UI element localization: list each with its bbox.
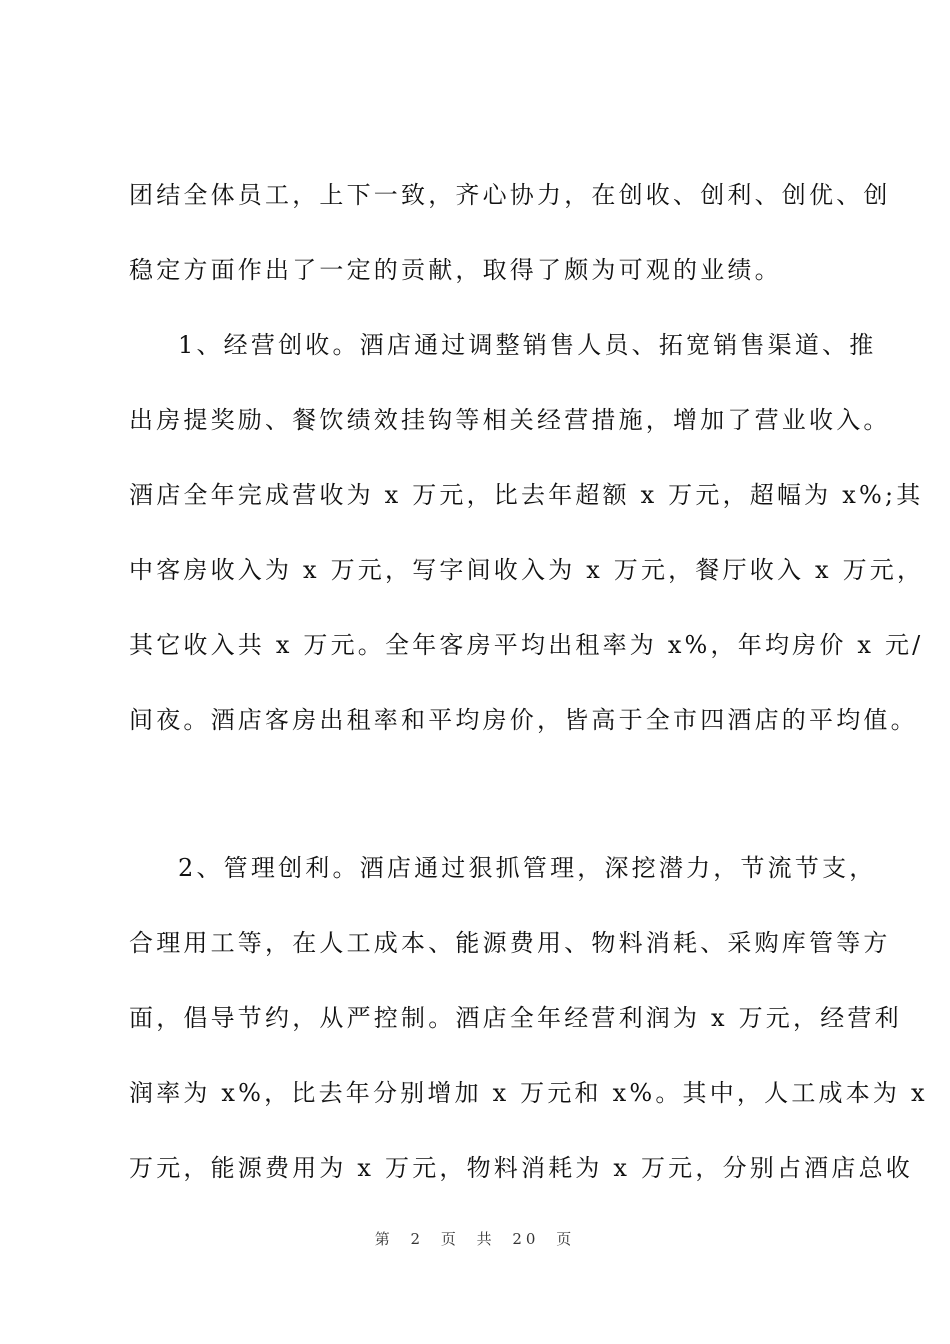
text-line: 2、管理创利。酒店通过狠抓管理，深挖潜力，节流节支，	[178, 854, 877, 882]
text-line: 其它收入共 x 万元。全年客房平均出租率为 x%，年均房价 x 元/	[129, 631, 924, 659]
text-line: 出房提奖励、餐饮绩效挂钩等相关经营措施，增加了营业收入。	[129, 406, 891, 434]
text-line: 酒店全年完成营收为 x 万元，比去年超额 x 万元，超幅为 x%;其	[129, 481, 924, 509]
page-number-footer: 第 2 页 共 20 页	[374, 1230, 576, 1248]
text-line: 1、经营创收。酒店通过调整销售人员、拓宽销售渠道、推	[178, 331, 877, 359]
text-line: 中客房收入为 x 万元，写字间收入为 x 万元，餐厅收入 x 万元，	[129, 556, 925, 584]
text-line: 面，倡导节约，从严控制。酒店全年经营利润为 x 万元，经营利	[129, 1004, 902, 1032]
text-line: 间夜。酒店客房出租率和平均房价，皆高于全市四酒店的平均值。	[129, 706, 918, 734]
text-line: 团结全体员工，上下一致，齐心协力，在创收、创利、创优、创	[129, 181, 891, 209]
text-line: 润率为 x%，比去年分别增加 x 万元和 x%。其中，人工成本为 x	[129, 1079, 928, 1107]
text-line: 合理用工等，在人工成本、能源费用、物料消耗、采购库管等方	[129, 929, 891, 957]
text-line: 万元，能源费用为 x 万元，物料消耗为 x 万元，分别占酒店总收	[129, 1154, 913, 1182]
text-line: 稳定方面作出了一定的贡献，取得了颇为可观的业绩。	[129, 256, 782, 284]
